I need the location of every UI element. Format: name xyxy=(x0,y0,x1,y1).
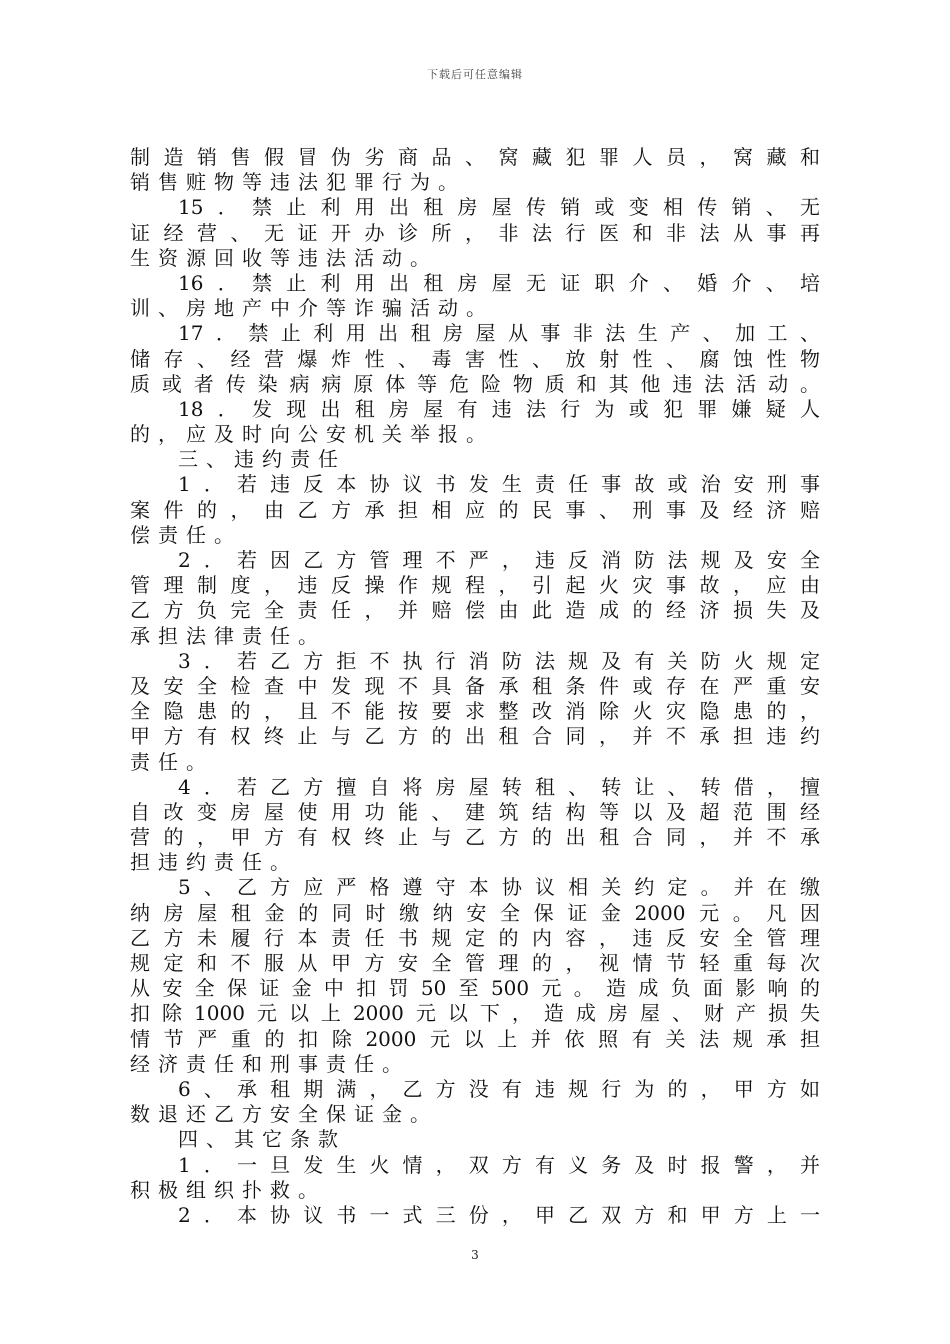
section-heading: 四、其它条款 xyxy=(178,1127,346,1152)
text-line: 及安全检查中发现不具备承租条件或存在严重安 xyxy=(130,673,820,698)
text-line: 扣除1000元以上2000元以下，造成房屋、财产损失 xyxy=(130,1001,820,1026)
text-line: 经济责任和刑事责任。 xyxy=(130,1051,410,1076)
text-line: 3．若乙方拒不执行消防法规及有关防火规定 xyxy=(178,648,820,673)
text-line: 制造销售假冒伪劣商品、窝藏犯罪人员，窝藏和 xyxy=(130,145,820,169)
text-line: 承担法律责任。 xyxy=(130,623,326,648)
text-line: 从安全保证金中扣罚50至500元。造成负面影响的 xyxy=(130,976,820,1001)
page-number: 3 xyxy=(471,1248,479,1262)
text-line: 自改变房屋使用功能、建筑结构等以及超范围经 xyxy=(130,799,820,824)
text-line: 1．一旦发生火情，双方有义务及时报警，并 xyxy=(178,1152,820,1177)
text-line: 管理制度，违反操作规程，引起火灾事故，应由 xyxy=(130,573,820,598)
text-line: 情节严重的扣除2000元以上并依照有关法规承担 xyxy=(130,1026,820,1051)
text-line: 案件的，由乙方承担相应的民事、刑事及经济赔 xyxy=(130,497,820,522)
text-line: 责任。 xyxy=(130,749,214,774)
text-line: 销售赃物等违法犯罪行为。 xyxy=(130,170,466,195)
text-line: 18．发现出租房屋有违法行为或犯罪嫌疑人 xyxy=(178,396,820,421)
page-header: 下载后可任意编辑 xyxy=(427,68,523,81)
text-line: 6、承租期满，乙方没有违规行为的，甲方如 xyxy=(178,1076,820,1101)
text-line: 营的，甲方有权终止与乙方的出租合同，并不承 xyxy=(130,825,820,850)
text-line: 15．禁止利用出租房屋传销或变相传销、无 xyxy=(178,195,820,220)
text-line: 乙方未履行本责任书规定的内容，违反安全管理 xyxy=(130,925,820,950)
text-line: 纳房屋租金的同时缴纳安全保证金2000元。凡因 xyxy=(130,900,820,925)
text-line: 担违约责任。 xyxy=(130,850,298,875)
text-line: 5、乙方应严格遵守本协议相关约定。并在缴 xyxy=(178,875,820,900)
text-line: 偿责任。 xyxy=(130,522,242,547)
text-line: 17．禁止利用出租房屋从事非法生产、加工、 xyxy=(178,321,820,346)
text-line: 全隐患的，且不能按要求整改消除火灾隐患的， xyxy=(130,699,820,724)
text-line: 的，应及时向公安机关举报。 xyxy=(130,422,494,447)
text-line: 储存、经营爆炸性、毒害性、放射性、腐蚀性物 xyxy=(130,346,820,371)
text-line: 4．若乙方擅自将房屋转租、转让、转借，擅 xyxy=(178,774,820,799)
text-line: 质或者传染病病原体等危险物质和其他违法活动。 xyxy=(130,371,820,396)
text-line: 2．本协议书一式三份，甲乙双方和甲方上一 xyxy=(178,1202,820,1227)
text-line: 训、房地产中介等诈骗活动。 xyxy=(130,296,494,321)
text-line: 2．若因乙方管理不严，违反消防法规及安全 xyxy=(178,548,820,572)
text-line: 乙方负完全责任，并赔偿由此造成的经济损失及 xyxy=(130,598,820,623)
document-body xyxy=(130,145,820,1228)
text-line: 证经营、无证开办诊所，非法行医和非法从事再 xyxy=(130,220,820,245)
text-line: 规定和不服从甲方安全管理的，视情节轻重每次 xyxy=(130,951,820,975)
text-line: 1．若违反本协议书发生责任事故或治安刑事 xyxy=(178,472,820,497)
text-line: 积极组织扑救。 xyxy=(130,1177,326,1202)
section-heading: 三、违约责任 xyxy=(178,447,346,472)
text-line: 16．禁止利用出租房屋无证职介、婚介、培 xyxy=(178,270,820,295)
text-line: 生资源回收等违法活动。 xyxy=(130,245,438,270)
text-line: 数退还乙方安全保证金。 xyxy=(130,1102,438,1127)
text-line: 甲方有权终止与乙方的出租合同，并不承担违约 xyxy=(130,724,820,749)
